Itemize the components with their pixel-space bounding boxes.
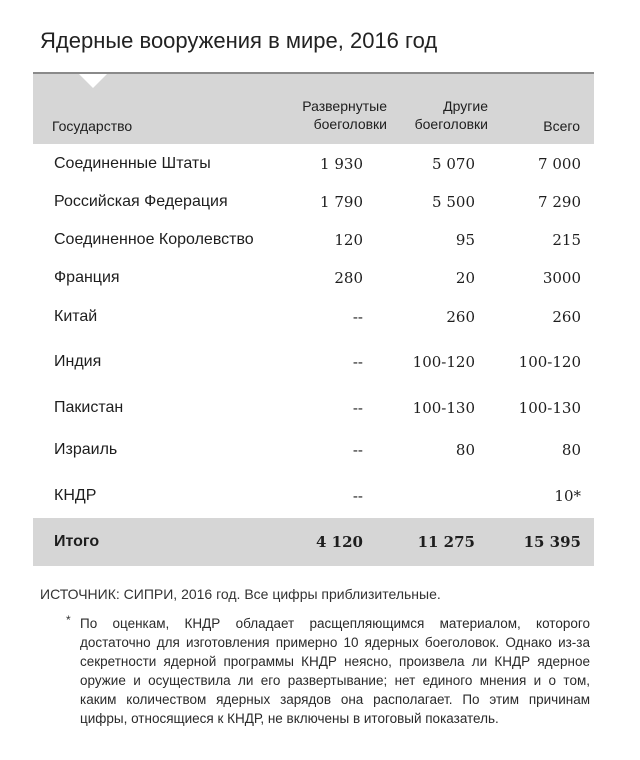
deployed-value: -- bbox=[352, 487, 363, 505]
state-name: Индия bbox=[54, 353, 102, 370]
column-header-other-line2: боеголовки bbox=[414, 116, 488, 132]
footnote-text: По оценкам, КНДР обладает расщепляющимся материалом, которого достаточно для изготовления примерно 10 ядерных боеголовок. Однако из-за секретности ядерной программы КНДР неясно, произвела ли КНДР ядерное оружие и осуществила ли его развертывание; нет единого мнения и о том, каким количеством ядерных зарядов она располагает. По этим причинам цифры, относящиеся к КНДР, не включены в итоговый показатель. bbox=[80, 616, 590, 726]
deployed-value: -- bbox=[352, 441, 363, 459]
deployed-value: -- bbox=[352, 353, 363, 371]
table-row bbox=[33, 305, 594, 335]
other-value: 100-120 bbox=[412, 353, 475, 371]
state-name: Соединенные Штаты bbox=[54, 155, 211, 172]
header-notch bbox=[79, 74, 107, 88]
table-row bbox=[33, 152, 594, 182]
table-row bbox=[33, 484, 594, 514]
other-value: 95 bbox=[455, 231, 475, 249]
deployed-value: 1 790 bbox=[320, 193, 363, 211]
state-name: Соединенное Королевство bbox=[54, 231, 254, 248]
state-name: Российская Федерация bbox=[54, 193, 228, 210]
page-title: Ядерные вооружения в мире, 2016 год bbox=[40, 28, 438, 53]
title-divider bbox=[33, 72, 594, 74]
state-name: Франция bbox=[54, 269, 120, 286]
totals-total: 15 395 bbox=[523, 533, 581, 551]
table-row bbox=[33, 190, 594, 220]
other-value: 100-130 bbox=[412, 399, 475, 417]
totals-row bbox=[33, 518, 594, 566]
state-name: Китай bbox=[54, 308, 98, 325]
table-row bbox=[33, 438, 594, 468]
state-name: КНДР bbox=[54, 487, 97, 504]
deployed-value: 1 930 bbox=[320, 155, 363, 173]
other-value: 5 500 bbox=[432, 193, 475, 211]
source-note: ИСТОЧНИК: СИПРИ, 2016 год. Все цифры приблизительные. bbox=[40, 586, 441, 602]
column-header-deployed bbox=[302, 97, 387, 133]
other-value: 20 bbox=[455, 269, 475, 287]
other-value: 5 070 bbox=[432, 155, 475, 173]
column-header-other bbox=[415, 97, 488, 133]
table-row bbox=[33, 396, 594, 426]
column-header-state: Государство bbox=[52, 118, 133, 134]
deployed-value: -- bbox=[352, 308, 363, 326]
column-header-other-line1: Другие bbox=[443, 98, 488, 114]
table-row bbox=[33, 228, 594, 258]
column-header-deployed-line2: боеголовки bbox=[313, 116, 387, 132]
state-name: Израиль bbox=[54, 441, 118, 458]
table-row bbox=[33, 266, 594, 296]
total-value: 10* bbox=[554, 487, 581, 505]
state-name: Пакистан bbox=[54, 399, 124, 416]
deployed-value: 280 bbox=[334, 269, 363, 287]
footnote-marker: * bbox=[66, 613, 71, 627]
total-value: 100-130 bbox=[518, 399, 581, 417]
totals-label: Итого bbox=[54, 533, 100, 550]
total-value: 3000 bbox=[542, 269, 581, 287]
total-value: 7 000 bbox=[538, 155, 581, 173]
table-row bbox=[33, 350, 594, 380]
total-value: 260 bbox=[552, 308, 581, 326]
totals-other: 11 275 bbox=[417, 533, 475, 551]
deployed-value: 120 bbox=[334, 231, 363, 249]
total-value: 215 bbox=[552, 231, 581, 249]
other-value: 80 bbox=[455, 441, 475, 459]
other-value: 260 bbox=[446, 308, 475, 326]
total-value: 100-120 bbox=[518, 353, 581, 371]
column-header-deployed-line1: Развернутые bbox=[302, 98, 387, 114]
totals-deployed: 4 120 bbox=[316, 533, 363, 551]
total-value: 80 bbox=[561, 441, 581, 459]
deployed-value: -- bbox=[352, 399, 363, 417]
total-value: 7 290 bbox=[538, 193, 581, 211]
column-header-total: Всего bbox=[543, 118, 580, 134]
